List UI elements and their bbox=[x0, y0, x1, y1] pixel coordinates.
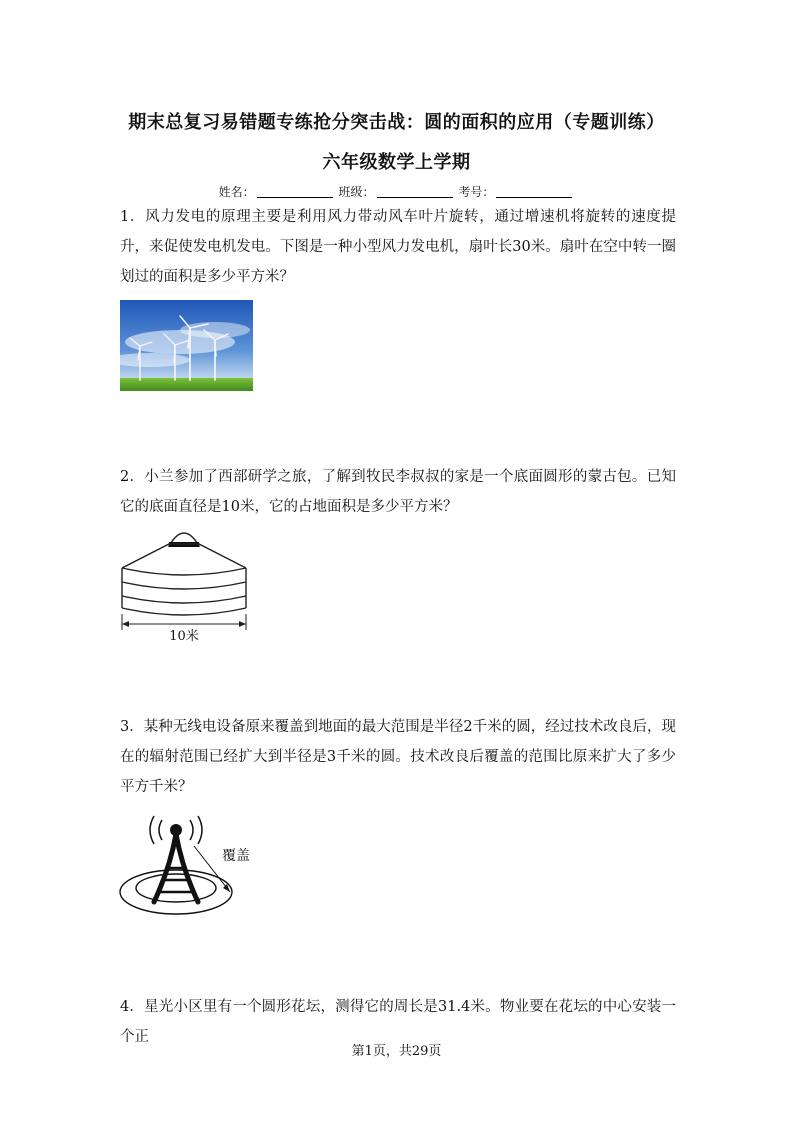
class-label: 班级： bbox=[338, 185, 375, 199]
question-4-text: 4．星光小区里有一个圆形花坛，测得它的周长是31.4米。物业要在花坛的中心安装一个正 bbox=[120, 999, 676, 1045]
question-1-text: 1．风力发电的原理主要是利用风力带动风车叶片旋转，通过增速机将旋转的速度提升，来促使发电机发电。下图是一种小型风力发电机，扇叶长30米。扇叶在空中转一圈划过的面积是多少平方米？ bbox=[120, 209, 676, 285]
page-number: 第1页，共29页 bbox=[351, 1044, 442, 1059]
name-blank[interactable] bbox=[257, 185, 333, 198]
student-info-line bbox=[0, 183, 793, 200]
class-blank[interactable] bbox=[377, 185, 453, 198]
document-title: 期末总复习易错题专练抢分突击战：圆的面积的应用（专题训练） bbox=[128, 112, 665, 133]
yurt-diameter-label: 10米 bbox=[169, 629, 199, 644]
name-label: 姓名： bbox=[218, 185, 255, 199]
question-3-text: 3．某种无线电设备原来覆盖到地面的最大范围是半径2千米的圆，经过技术改良后，现在的辐射范围已经扩大到半径是3千米的圆。技术改良后覆盖的范围比原来扩大了多少平方千米？ bbox=[120, 719, 676, 795]
yurt-figure bbox=[114, 520, 254, 645]
question-2-text: 2．小兰参加了西部研学之旅，了解到牧民李叔叔的家是一个底面圆形的蒙古包。已知它的底面直径是10米，它的占地面积是多少平方米？ bbox=[120, 469, 676, 515]
antenna-coverage-figure bbox=[118, 808, 268, 918]
wind-turbine-photo bbox=[120, 300, 253, 391]
id-blank[interactable] bbox=[496, 185, 572, 198]
document-subtitle: 六年级数学上学期 bbox=[322, 152, 471, 173]
id-label: 考号： bbox=[458, 185, 495, 199]
coverage-label: 覆盖 bbox=[222, 848, 250, 864]
